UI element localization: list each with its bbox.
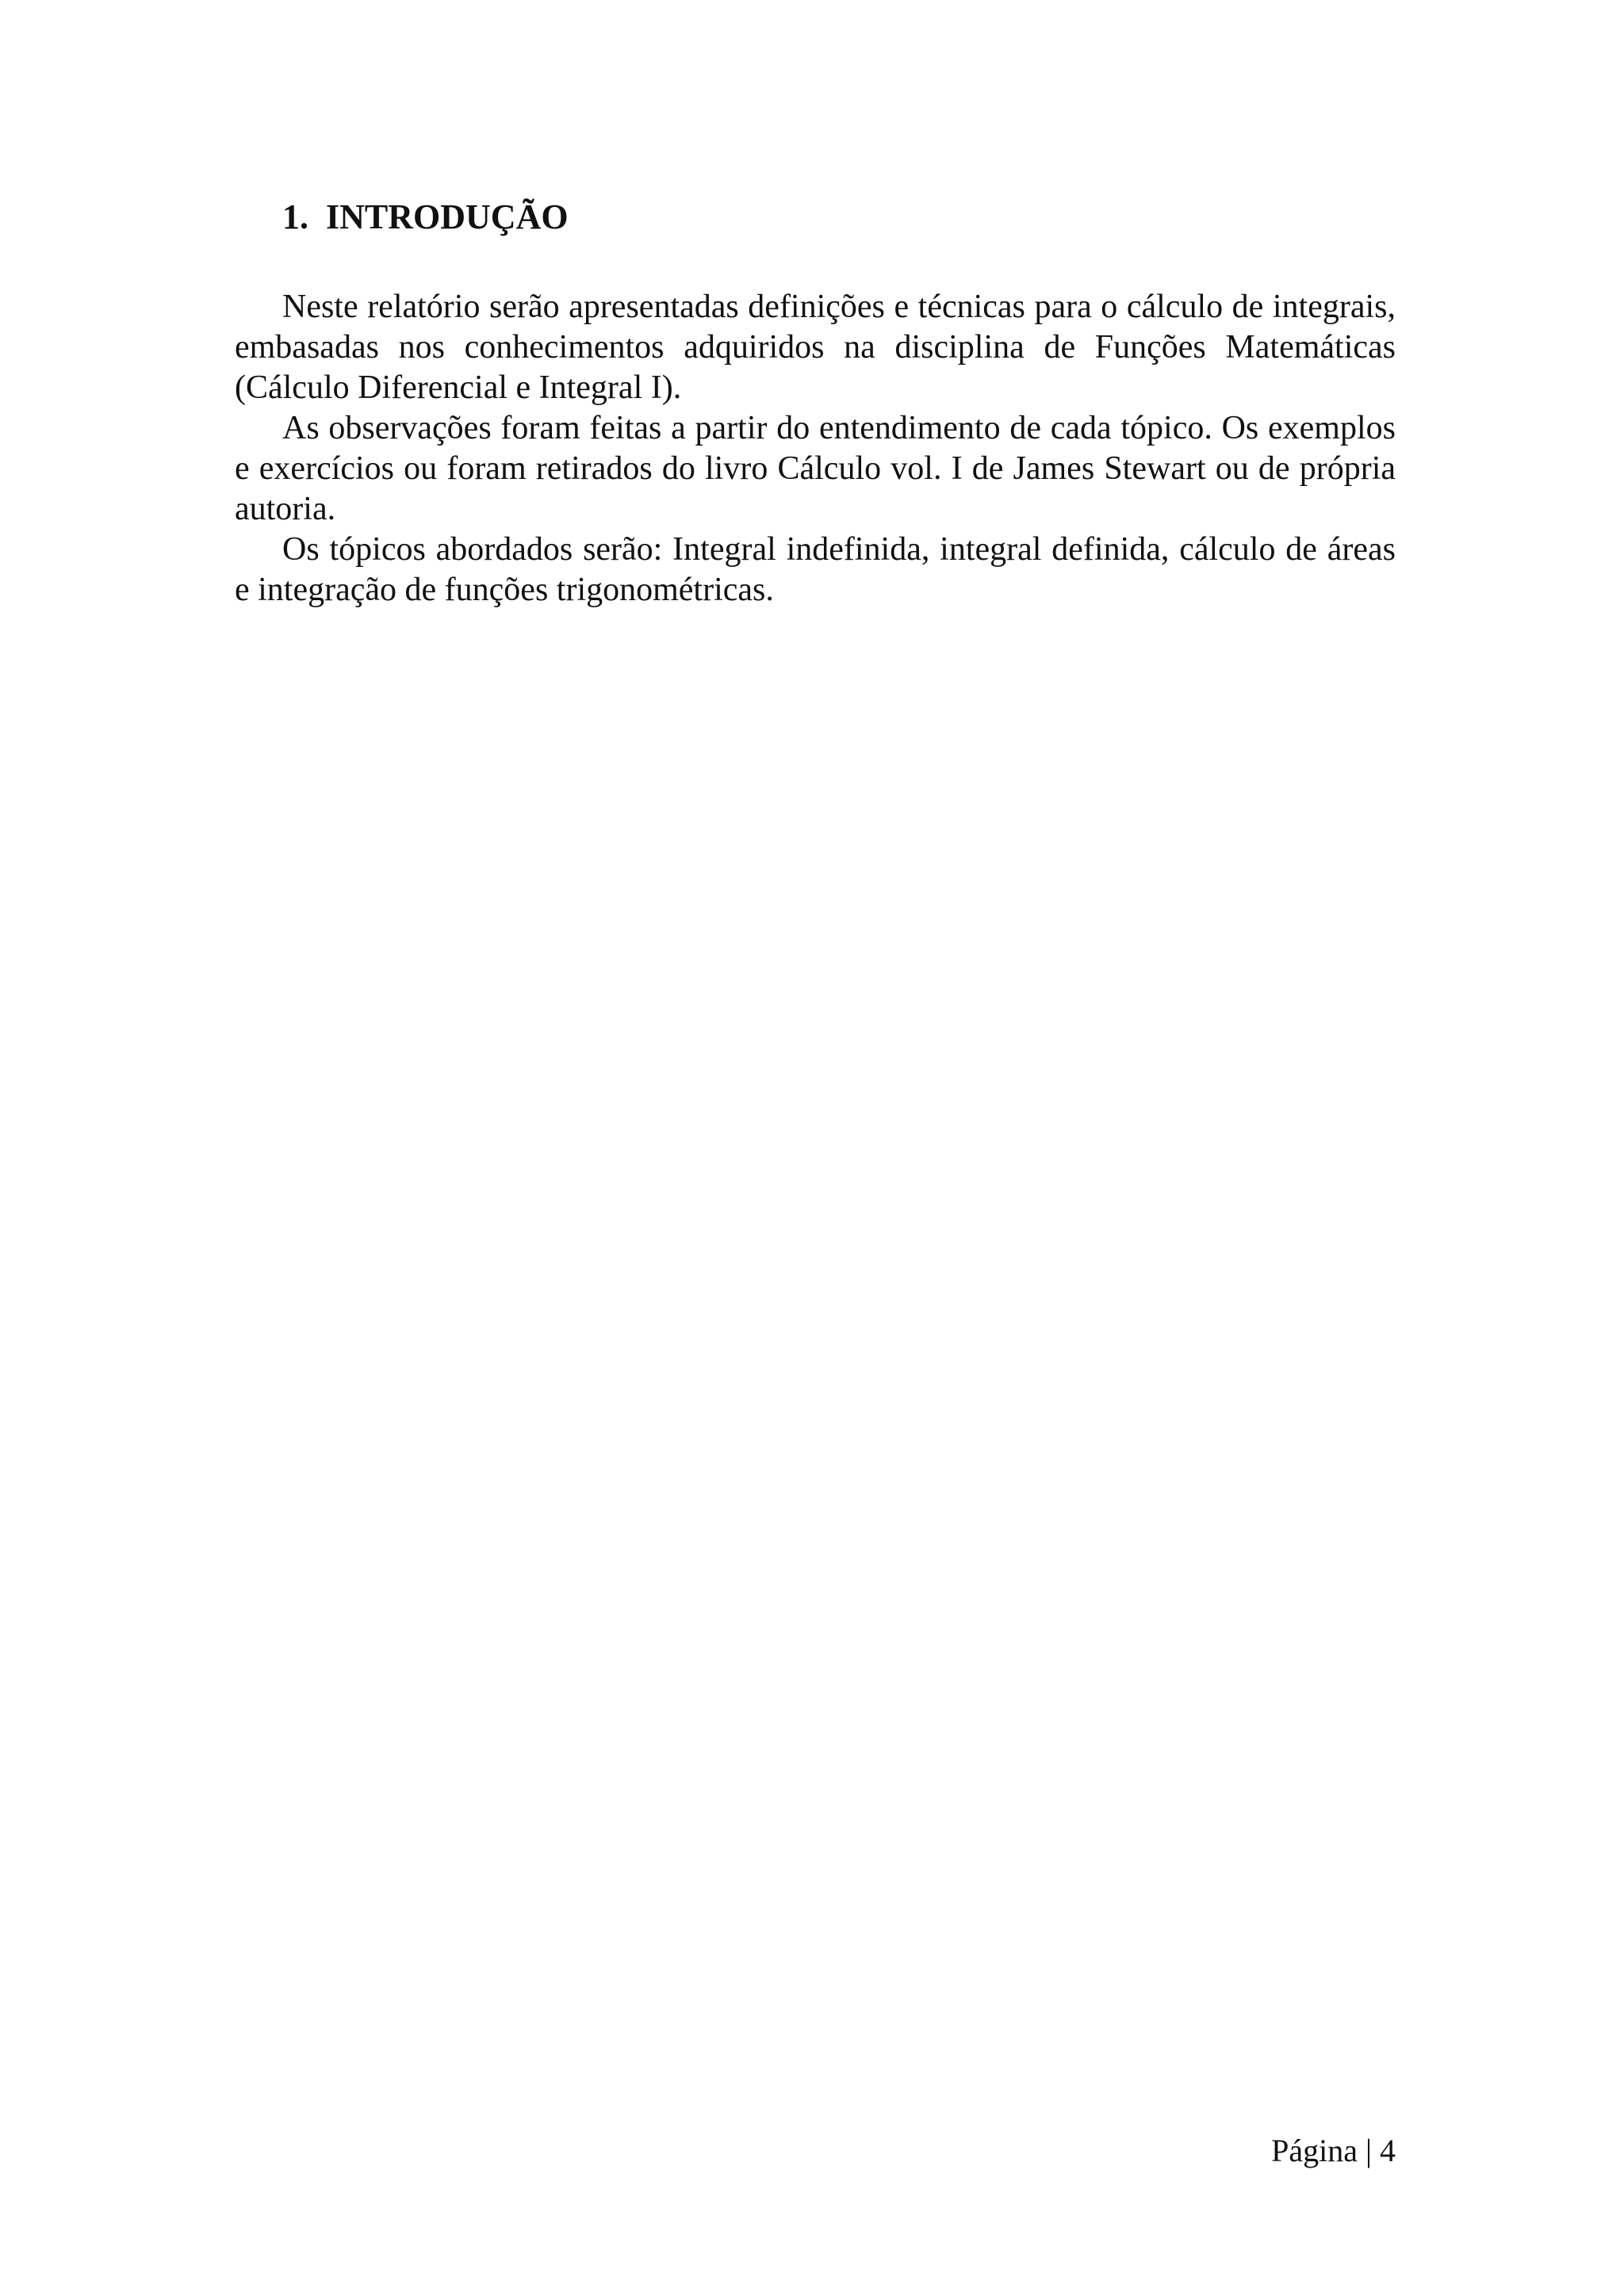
page-number-footer: Página | 4 <box>1271 2133 1396 2168</box>
paragraph-1: Neste relatório serão apresentadas definições e técnicas para o cálculo de integrais, embasadas nos conhecimentos adquiridos na disciplina de Funções Matemáticas (Cálculo Diferencial e Integral I). <box>235 289 1396 406</box>
paragraph-3: Os tópicos abordados serão: Integral indefinida, integral definida, cálculo de áreas e integração de funções trigonométricas. <box>235 531 1396 608</box>
section-number: 1. <box>282 197 308 236</box>
paragraph-2: As observações foram feitas a partir do entendimento de cada tópico. Os exemplos e exercícios ou foram retirados do livro Cálculo vol. I de James Stewart ou de própria autoria. <box>235 410 1396 527</box>
section-title: INTRODUÇÃO <box>326 197 569 236</box>
body-text <box>235 287 1396 610</box>
section-heading <box>282 195 569 239</box>
